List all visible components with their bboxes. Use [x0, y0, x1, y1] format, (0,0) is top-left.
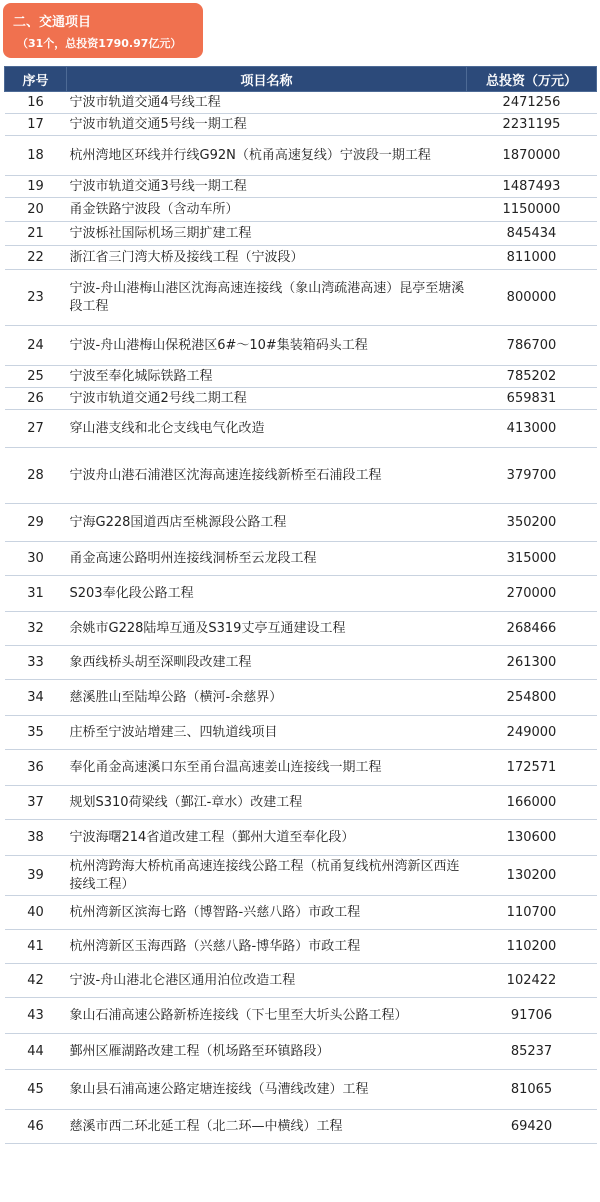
investment-amount: 659831 [467, 388, 597, 410]
project-name: 穿山港支线和北仑支线电气化改造 [67, 410, 467, 448]
row-number: 25 [5, 366, 67, 388]
project-name: 慈溪胜山至陆埠公路（横河-余慈界） [67, 680, 467, 716]
table-row [5, 222, 597, 246]
table-row [5, 576, 597, 612]
row-number: 46 [5, 1110, 67, 1144]
investment-amount: 350200 [467, 504, 597, 542]
row-number: 23 [5, 270, 67, 326]
investment-amount: 785202 [467, 366, 597, 388]
table-row [5, 270, 597, 326]
project-name: 甬金高速公路明州连接线洞桥至云龙段工程 [67, 542, 467, 576]
table-row [5, 1070, 597, 1110]
header-num: 序号 [5, 67, 67, 92]
investment-amount: 2471256 [467, 92, 597, 114]
projects-table [4, 66, 597, 1144]
project-name: 象山县石浦高速公路定塘连接线（马漕线改建）工程 [67, 1070, 467, 1110]
row-number: 40 [5, 896, 67, 930]
investment-amount: 845434 [467, 222, 597, 246]
row-number: 44 [5, 1034, 67, 1070]
project-name: 甬金铁路宁波段（含动车所） [67, 198, 467, 222]
row-number: 28 [5, 448, 67, 504]
investment-amount: 249000 [467, 716, 597, 750]
project-name: 杭州湾新区滨海七路（博智路-兴慈八路）市政工程 [67, 896, 467, 930]
investment-amount: 166000 [467, 786, 597, 820]
row-number: 18 [5, 136, 67, 176]
row-number: 16 [5, 92, 67, 114]
row-number: 39 [5, 856, 67, 896]
table-row [5, 246, 597, 270]
row-number: 24 [5, 326, 67, 366]
investment-amount: 69420 [467, 1110, 597, 1144]
table-row [5, 896, 597, 930]
investment-amount: 172571 [467, 750, 597, 786]
project-name: 象山石浦高速公路新桥连接线（下七里至大圻头公路工程） [67, 998, 467, 1034]
project-name: 宁波舟山港石浦港区沈海高速连接线新桥至石浦段工程 [67, 448, 467, 504]
investment-amount: 268466 [467, 612, 597, 646]
project-name: 慈溪市西二环北延工程（北二环—中横线）工程 [67, 1110, 467, 1144]
project-name: 宁海G228国道西店至桃源段公路工程 [67, 504, 467, 542]
project-name: 宁波栎社国际机场三期扩建工程 [67, 222, 467, 246]
table-row [5, 410, 597, 448]
investment-amount: 800000 [467, 270, 597, 326]
table-row [5, 448, 597, 504]
table-row [5, 366, 597, 388]
project-name: 宁波市轨道交通4号线工程 [67, 92, 467, 114]
table-row [5, 786, 597, 820]
table-row [5, 680, 597, 716]
row-number: 37 [5, 786, 67, 820]
investment-amount: 130200 [467, 856, 597, 896]
investment-amount: 413000 [467, 410, 597, 448]
investment-amount: 91706 [467, 998, 597, 1034]
project-name: 宁波海曙214省道改建工程（鄞州大道至奉化段） [67, 820, 467, 856]
row-number: 30 [5, 542, 67, 576]
investment-amount: 2231195 [467, 114, 597, 136]
investment-amount: 102422 [467, 964, 597, 998]
investment-amount: 81065 [467, 1070, 597, 1110]
table-row [5, 998, 597, 1034]
table-row [5, 1034, 597, 1070]
row-number: 27 [5, 410, 67, 448]
row-number: 31 [5, 576, 67, 612]
header-amount: 总投资（万元） [467, 67, 597, 92]
investment-amount: 1487493 [467, 176, 597, 198]
section-title: 二、交通项目 [13, 15, 92, 30]
project-name: 杭州湾地区环线并行线G92N（杭甬高速复线）宁波段一期工程 [67, 136, 467, 176]
row-number: 41 [5, 930, 67, 964]
project-name: 宁波-舟山港北仑港区通用泊位改造工程 [67, 964, 467, 998]
row-number: 21 [5, 222, 67, 246]
investment-amount: 786700 [467, 326, 597, 366]
table-row [5, 646, 597, 680]
investment-amount: 811000 [467, 246, 597, 270]
section-subtitle: （31个，总投资1790.97亿元） [17, 37, 182, 50]
investment-amount: 379700 [467, 448, 597, 504]
project-name: 庄桥至宁波站增建三、四轨道线项目 [67, 716, 467, 750]
investment-amount: 270000 [467, 576, 597, 612]
table-row [5, 504, 597, 542]
project-name: 宁波至奉化城际铁路工程 [67, 366, 467, 388]
row-number: 22 [5, 246, 67, 270]
table-row [5, 326, 597, 366]
project-name: 杭州湾跨海大桥杭甬高速连接线公路工程（杭甬复线杭州湾新区西连接线工程） [67, 856, 467, 896]
table-row [5, 114, 597, 136]
table-row [5, 542, 597, 576]
project-name: 宁波-舟山港梅山港区沈海高速连接线（象山湾疏港高速）昆亭至塘溪段工程 [67, 270, 467, 326]
section-banner [3, 3, 203, 58]
row-number: 33 [5, 646, 67, 680]
row-number: 32 [5, 612, 67, 646]
row-number: 38 [5, 820, 67, 856]
project-name: S203奉化段公路工程 [67, 576, 467, 612]
header-name: 项目名称 [67, 67, 467, 92]
table-row [5, 176, 597, 198]
table-row [5, 1110, 597, 1144]
project-name: 奉化甬金高速溪口东至甬台温高速姜山连接线一期工程 [67, 750, 467, 786]
table-row [5, 136, 597, 176]
investment-amount: 261300 [467, 646, 597, 680]
row-number: 36 [5, 750, 67, 786]
table-row [5, 388, 597, 410]
table-row [5, 930, 597, 964]
table-row [5, 198, 597, 222]
investment-amount: 1150000 [467, 198, 597, 222]
row-number: 19 [5, 176, 67, 198]
project-name: 浙江省三门湾大桥及接线工程（宁波段） [67, 246, 467, 270]
table-row [5, 820, 597, 856]
investment-amount: 110700 [467, 896, 597, 930]
table-row [5, 964, 597, 998]
investment-amount: 130600 [467, 820, 597, 856]
table-row [5, 612, 597, 646]
investment-amount: 110200 [467, 930, 597, 964]
project-name: 宁波-舟山港梅山保税港区6#～10#集装箱码头工程 [67, 326, 467, 366]
investment-amount: 85237 [467, 1034, 597, 1070]
table-row [5, 716, 597, 750]
row-number: 42 [5, 964, 67, 998]
project-name: 规划S310荷梁线（鄞江-章水）改建工程 [67, 786, 467, 820]
project-name: 宁波市轨道交通5号线一期工程 [67, 114, 467, 136]
row-number: 29 [5, 504, 67, 542]
project-name: 余姚市G228陆埠互通及S319丈亭互通建设工程 [67, 612, 467, 646]
row-number: 20 [5, 198, 67, 222]
row-number: 17 [5, 114, 67, 136]
row-number: 43 [5, 998, 67, 1034]
table-row [5, 750, 597, 786]
project-name: 杭州湾新区玉海西路（兴慈八路-博华路）市政工程 [67, 930, 467, 964]
investment-amount: 315000 [467, 542, 597, 576]
table-row [5, 856, 597, 896]
project-name: 鄞州区雁湖路改建工程（机场路至环镇路段） [67, 1034, 467, 1070]
row-number: 35 [5, 716, 67, 750]
row-number: 45 [5, 1070, 67, 1110]
row-number: 34 [5, 680, 67, 716]
project-name: 象西线桥头胡至深甽段改建工程 [67, 646, 467, 680]
row-number: 26 [5, 388, 67, 410]
table-header-row [5, 67, 597, 92]
project-name: 宁波市轨道交通3号线一期工程 [67, 176, 467, 198]
table-row [5, 92, 597, 114]
project-name: 宁波市轨道交通2号线二期工程 [67, 388, 467, 410]
investment-amount: 254800 [467, 680, 597, 716]
investment-amount: 1870000 [467, 136, 597, 176]
